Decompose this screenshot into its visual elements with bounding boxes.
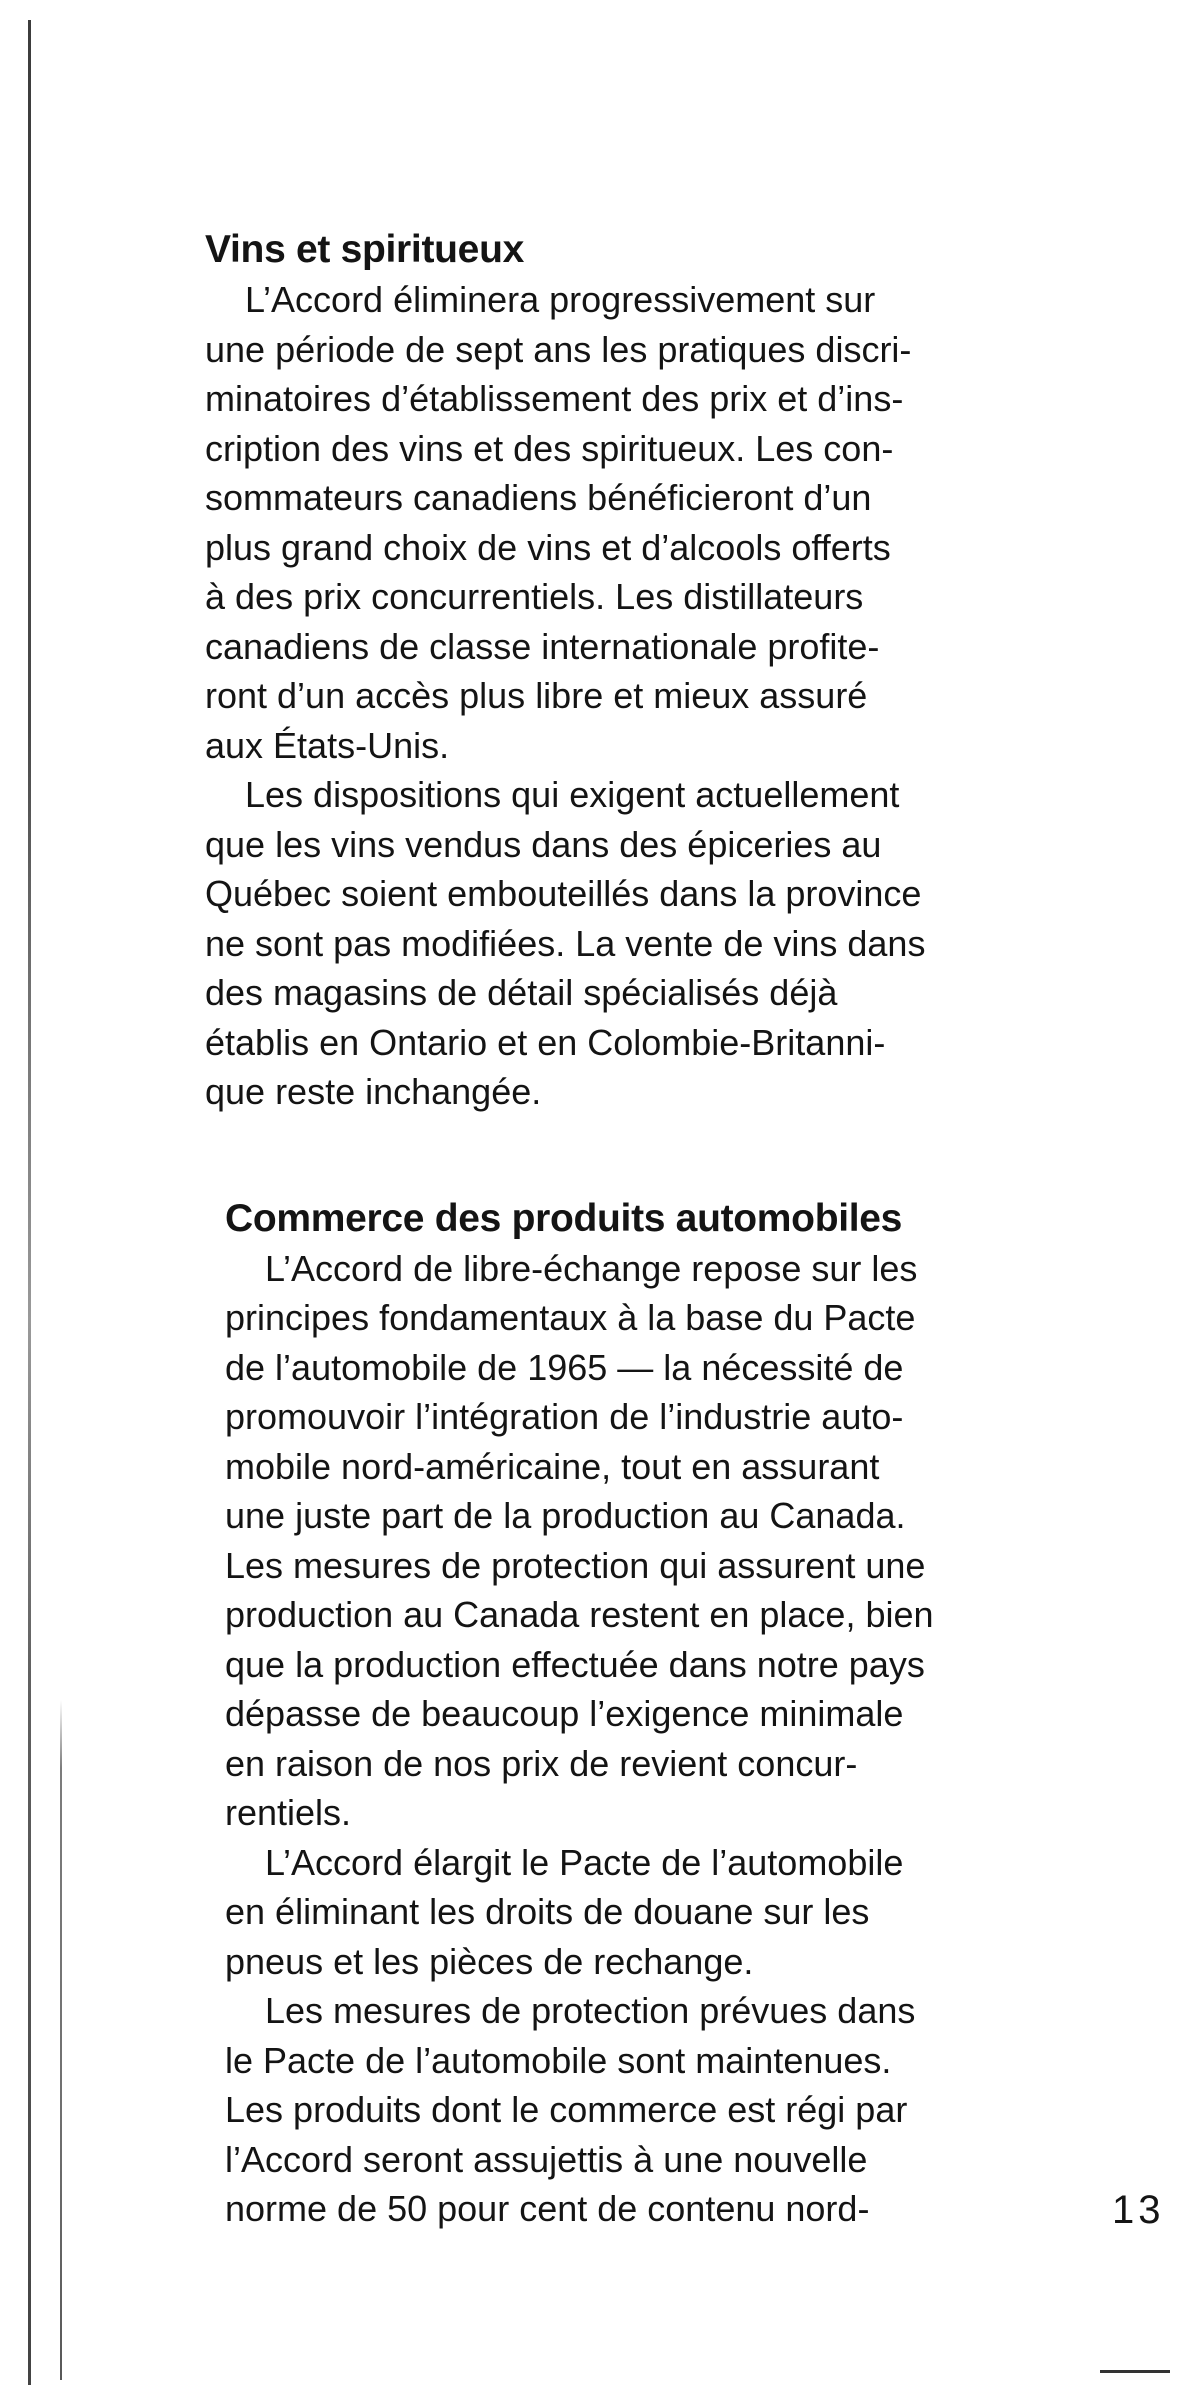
text-line: que reste inchangée. (205, 1071, 542, 1112)
text-line: à des prix concurrentiels. Les distillateurs (205, 576, 864, 617)
paragraph (205, 275, 1085, 770)
text-line: que les vins vendus dans des épiceries au (205, 823, 882, 865)
text-line: cription des vins et des spiritueux. Les con- (205, 427, 894, 469)
corner-scan-mark (1100, 2370, 1170, 2373)
text-line: le Pacte de l’automobile sont maintenues. (225, 2039, 892, 2081)
text-line: en éliminant les droits de douane sur les (225, 1891, 870, 1932)
text-line: l’Accord seront assujettis à une nouvelle (225, 2138, 868, 2180)
text-line: L’Accord éliminera progressivement sur (245, 279, 876, 320)
text-line: Les produits dont le commerce est régi par (225, 2089, 908, 2130)
text-line: production au Canada restent en place, bien (225, 1594, 934, 1635)
text-line: que la production effectuée dans notre pays (225, 1643, 925, 1685)
text-line: une période de sept ans les pratiques discri- (205, 328, 912, 370)
text-line: de l’automobile de 1965 — la nécessité de (225, 1346, 904, 1388)
text-line: mobile nord-américaine, tout en assurant (225, 1445, 880, 1487)
text-line: plus grand choix de vins et d’alcools offerts (205, 526, 891, 568)
paragraph (225, 1244, 1085, 1838)
text-line: norme de 50 pour cent de contenu nord- (225, 2188, 870, 2229)
text-line: établis en Ontario et en Colombie-Britanni- (205, 1021, 886, 1063)
paragraph (225, 1838, 1085, 1987)
section-heading: Vins et spiritueux (205, 228, 524, 271)
text-line: ront d’un accès plus libre et mieux assuré (205, 675, 868, 716)
text-line: canadiens de classe internationale profite- (205, 625, 880, 667)
text-column (205, 225, 1085, 2234)
text-line: minatoires d’établissement des prix et d’ins- (205, 378, 904, 419)
text-line: rentiels. (225, 1792, 352, 1833)
text-line: promouvoir l’intégration de l’industrie auto- (225, 1396, 904, 1437)
text-line: en raison de nos prix de revient concur- (225, 1742, 858, 1784)
text-line: aux États-Unis. (205, 724, 450, 766)
text-line: L’Accord élargit le Pacte de l’automobile (265, 1841, 904, 1883)
text-line: L’Accord de libre-échange repose sur les (265, 1247, 918, 1289)
text-line: dépasse de beaucoup l’exigence minimale (225, 1693, 904, 1734)
text-line: principes fondamentaux à la base du Pacte (225, 1297, 916, 1338)
text-line: des magasins de détail spécialisés déjà (205, 972, 838, 1013)
section-automotive-trade (225, 1194, 1085, 2234)
text-line: Les mesures de protection qui assurent une (225, 1544, 926, 1586)
text-line: Les mesures de protection prévues dans (265, 1990, 916, 2031)
section-wines-spirits (205, 225, 1085, 1117)
text-line: sommateurs canadiens bénéficieront d’un (205, 477, 872, 518)
page-number: 13 (1112, 2188, 1165, 2232)
page-binding-edge (28, 20, 31, 2385)
section-heading: Commerce des produits automobiles (225, 1196, 903, 1240)
paragraph (225, 1986, 1085, 2234)
paragraph (205, 770, 1085, 1117)
text-line: Québec soient embouteillés dans la province (205, 873, 922, 914)
text-line: une juste part de la production au Canada. (225, 1495, 906, 1536)
text-line: pneus et les pièces de rechange. (225, 1940, 754, 1982)
text-line: Les dispositions qui exigent actuellement (245, 774, 900, 815)
text-line: ne sont pas modifiées. La vente de vins dans (205, 922, 926, 964)
page-scan-edge (60, 1700, 62, 2380)
